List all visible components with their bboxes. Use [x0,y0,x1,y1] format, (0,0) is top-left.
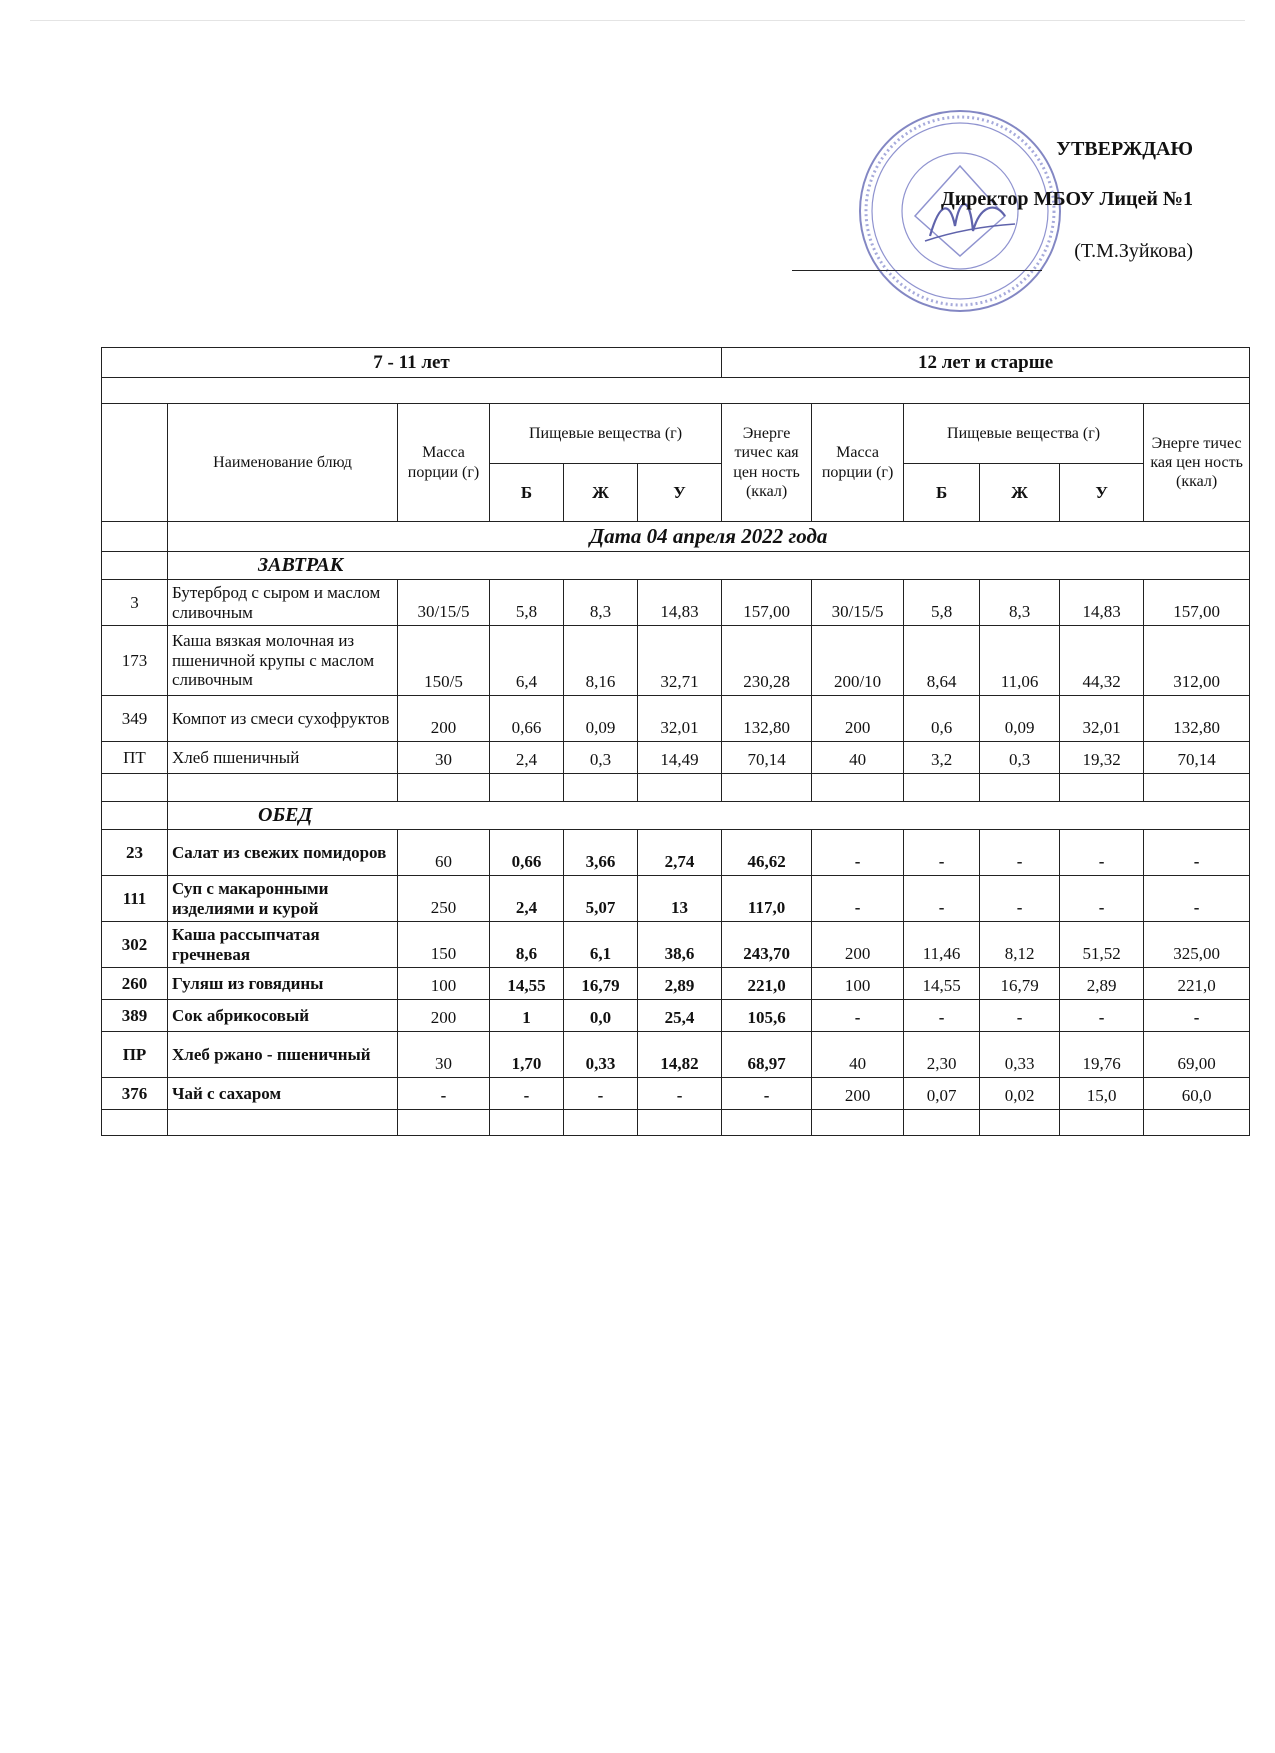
cell-b2: 8,64 [904,626,980,696]
dish-name: Суп с макаронными изделиями и курой [168,876,398,922]
dish-code: 111 [102,876,168,922]
cell-m2: 200 [812,922,904,968]
cell-zh1: 3,66 [564,830,638,876]
official-stamp [855,106,1065,316]
cell-m1: 30/15/5 [398,580,490,626]
table-row [102,922,1250,968]
cell-b2: 14,55 [904,968,980,1000]
cell-u2: 51,52 [1060,922,1144,968]
signature-line [792,270,1042,271]
dish-name: Каша рассыпчатая гречневая [168,922,398,968]
cell-e1: - [722,1078,812,1110]
cell-m1: 100 [398,968,490,1000]
cell-zh1: 0,3 [564,742,638,774]
cell-zh1: 0,0 [564,1000,638,1032]
cell-m1: 200 [398,1000,490,1032]
section-lunch: ОБЕД [168,802,1250,830]
cell-zh2: - [980,1000,1060,1032]
menu-table [101,347,1250,1136]
cell-m2: 200 [812,696,904,742]
header-u-2: У [1060,464,1144,522]
cell-u2: 32,01 [1060,696,1144,742]
table-row [102,696,1250,742]
dish-name: Компот из смеси сухофруктов [168,696,398,742]
header-b-1: Б [490,464,564,522]
cell-e1: 157,00 [722,580,812,626]
cell-u2: 19,32 [1060,742,1144,774]
header-nutrients-1: Пищевые вещества (г) [490,404,722,464]
cell-e2: - [1144,830,1250,876]
cell-b2: 2,30 [904,1032,980,1078]
cell-e1: 105,6 [722,1000,812,1032]
cell-u1: 25,4 [638,1000,722,1032]
cell-zh2: - [980,830,1060,876]
header-dish-name: Наименование блюд [168,404,398,522]
cell-b2: 5,8 [904,580,980,626]
cell-zh2: 0,02 [980,1078,1060,1110]
cell-b1: 14,55 [490,968,564,1000]
cell-b2: - [904,1000,980,1032]
cell-e2: 132,80 [1144,696,1250,742]
header-row-1 [102,404,1250,464]
cell-u1: 14,83 [638,580,722,626]
cell-m1: 60 [398,830,490,876]
table-row [102,742,1250,774]
dish-code: ПТ [102,742,168,774]
cell-u2: 2,89 [1060,968,1144,1000]
dish-code: 3 [102,580,168,626]
approval-title: УТВЕРЖДАЮ [1056,138,1193,160]
cell-zh1: 0,33 [564,1032,638,1078]
table-row [102,830,1250,876]
cell-e1: 132,80 [722,696,812,742]
cell-u2: 44,32 [1060,626,1144,696]
table-row [102,626,1250,696]
cell-m2: 100 [812,968,904,1000]
header-mass-1: Масса порции (г) [398,404,490,522]
dish-name: Каша вязкая молочная из пшеничной крупы с маслом сливочным [168,626,398,696]
cell-e1: 46,62 [722,830,812,876]
cell-zh2: 8,12 [980,922,1060,968]
dish-name: Бутерброд с сыром и маслом сливочным [168,580,398,626]
cell-m2: - [812,830,904,876]
header-energy-2: Энерге тичес кая цен ность (ккал) [1144,404,1250,522]
cell-b1: 6,4 [490,626,564,696]
cell-e1: 243,70 [722,922,812,968]
cell-m1: 150 [398,922,490,968]
cell-u2: - [1060,876,1144,922]
cell-u1: 32,71 [638,626,722,696]
cell-e2: 325,00 [1144,922,1250,968]
cell-zh2: 0,09 [980,696,1060,742]
dish-code: 376 [102,1078,168,1110]
cell-b1: 1,70 [490,1032,564,1078]
dish-code: 260 [102,968,168,1000]
cell-m2: - [812,1000,904,1032]
cell-u2: - [1060,830,1144,876]
cell-e1: 221,0 [722,968,812,1000]
header-energy-1: Энерге тичес кая цен ность (ккал) [722,404,812,522]
cell-m2: 40 [812,1032,904,1078]
cell-zh1: 8,16 [564,626,638,696]
cell-m1: 30 [398,742,490,774]
dish-code: 349 [102,696,168,742]
cell-b1: 0,66 [490,696,564,742]
cell-e2: 221,0 [1144,968,1250,1000]
cell-b1: 5,8 [490,580,564,626]
cell-b1: 2,4 [490,742,564,774]
cell-zh1: - [564,1078,638,1110]
cell-b1: 8,6 [490,922,564,968]
table-row [102,1000,1250,1032]
scan-edge [30,20,1245,21]
cell-b1: 1 [490,1000,564,1032]
cell-m2: - [812,876,904,922]
age-group-row [102,348,1250,378]
lunch-section-row [102,802,1250,830]
cell-u1: 38,6 [638,922,722,968]
cell-b1: 0,66 [490,830,564,876]
cell-u2: - [1060,1000,1144,1032]
dish-code: 302 [102,922,168,968]
cell-e1: 117,0 [722,876,812,922]
table-row [102,876,1250,922]
age-group-2: 12 лет и старше [722,348,1250,378]
header-zh-1: Ж [564,464,638,522]
cell-zh1: 5,07 [564,876,638,922]
cell-e2: 70,14 [1144,742,1250,774]
header-u-1: У [638,464,722,522]
cell-b2: 0,6 [904,696,980,742]
cell-b1: - [490,1078,564,1110]
cell-zh1: 6,1 [564,922,638,968]
dish-name: Чай с сахаром [168,1078,398,1110]
cell-e2: - [1144,876,1250,922]
empty-row [102,1110,1250,1136]
cell-b2: 3,2 [904,742,980,774]
dish-code: 173 [102,626,168,696]
header-nutrients-2: Пищевые вещества (г) [904,404,1144,464]
cell-m2: 30/15/5 [812,580,904,626]
cell-e1: 70,14 [722,742,812,774]
header-b-2: Б [904,464,980,522]
spacer-row [102,378,1250,404]
cell-b2: 11,46 [904,922,980,968]
cell-zh1: 16,79 [564,968,638,1000]
date-title: Дата 04 апреля 2022 года [168,522,1250,552]
empty-row [102,774,1250,802]
cell-u1: 14,82 [638,1032,722,1078]
cell-e2: 312,00 [1144,626,1250,696]
cell-e2: 157,00 [1144,580,1250,626]
cell-zh2: - [980,876,1060,922]
dish-name: Сок абрикосовый [168,1000,398,1032]
cell-u1: 14,49 [638,742,722,774]
cell-zh1: 8,3 [564,580,638,626]
dish-name: Гуляш из говядины [168,968,398,1000]
dish-name: Хлеб пшеничный [168,742,398,774]
cell-e2: 69,00 [1144,1032,1250,1078]
cell-m2: 200 [812,1078,904,1110]
dish-name: Хлеб ржано - пшеничный [168,1032,398,1078]
cell-u2: 15,0 [1060,1078,1144,1110]
cell-zh2: 0,3 [980,742,1060,774]
section-breakfast: ЗАВТРАК [168,552,1250,580]
cell-b2: 0,07 [904,1078,980,1110]
header-zh-2: Ж [980,464,1060,522]
cell-m1: 200 [398,696,490,742]
cell-u2: 19,76 [1060,1032,1144,1078]
table-row [102,1078,1250,1110]
cell-b2: - [904,830,980,876]
cell-b1: 2,4 [490,876,564,922]
cell-u1: 2,89 [638,968,722,1000]
table-row [102,968,1250,1000]
cell-m1: 150/5 [398,626,490,696]
cell-m1: - [398,1078,490,1110]
dish-code: ПР [102,1032,168,1078]
cell-e1: 230,28 [722,626,812,696]
cell-zh2: 8,3 [980,580,1060,626]
cell-u2: 14,83 [1060,580,1144,626]
cell-m1: 250 [398,876,490,922]
dish-name: Салат из свежих помидоров [168,830,398,876]
cell-m2: 40 [812,742,904,774]
cell-zh2: 0,33 [980,1032,1060,1078]
cell-u1: 13 [638,876,722,922]
cell-b2: - [904,876,980,922]
approval-position: Директор МБОУ Лицей №1 [940,188,1193,210]
header-mass-2: Масса порции (г) [812,404,904,522]
cell-m1: 30 [398,1032,490,1078]
table-row [102,1032,1250,1078]
table-row [102,580,1250,626]
cell-e2: - [1144,1000,1250,1032]
dish-code: 389 [102,1000,168,1032]
header-code-cell [102,404,168,522]
cell-m2: 200/10 [812,626,904,696]
date-row [102,522,1250,552]
cell-zh2: 11,06 [980,626,1060,696]
cell-zh1: 0,09 [564,696,638,742]
cell-e2: 60,0 [1144,1078,1250,1110]
age-group-1: 7 - 11 лет [102,348,722,378]
approval-signatory: (Т.М.Зуйкова) [1074,240,1193,262]
cell-zh2: 16,79 [980,968,1060,1000]
cell-e1: 68,97 [722,1032,812,1078]
dish-code: 23 [102,830,168,876]
cell-u1: 2,74 [638,830,722,876]
breakfast-section-row [102,552,1250,580]
cell-u1: - [638,1078,722,1110]
cell-u1: 32,01 [638,696,722,742]
